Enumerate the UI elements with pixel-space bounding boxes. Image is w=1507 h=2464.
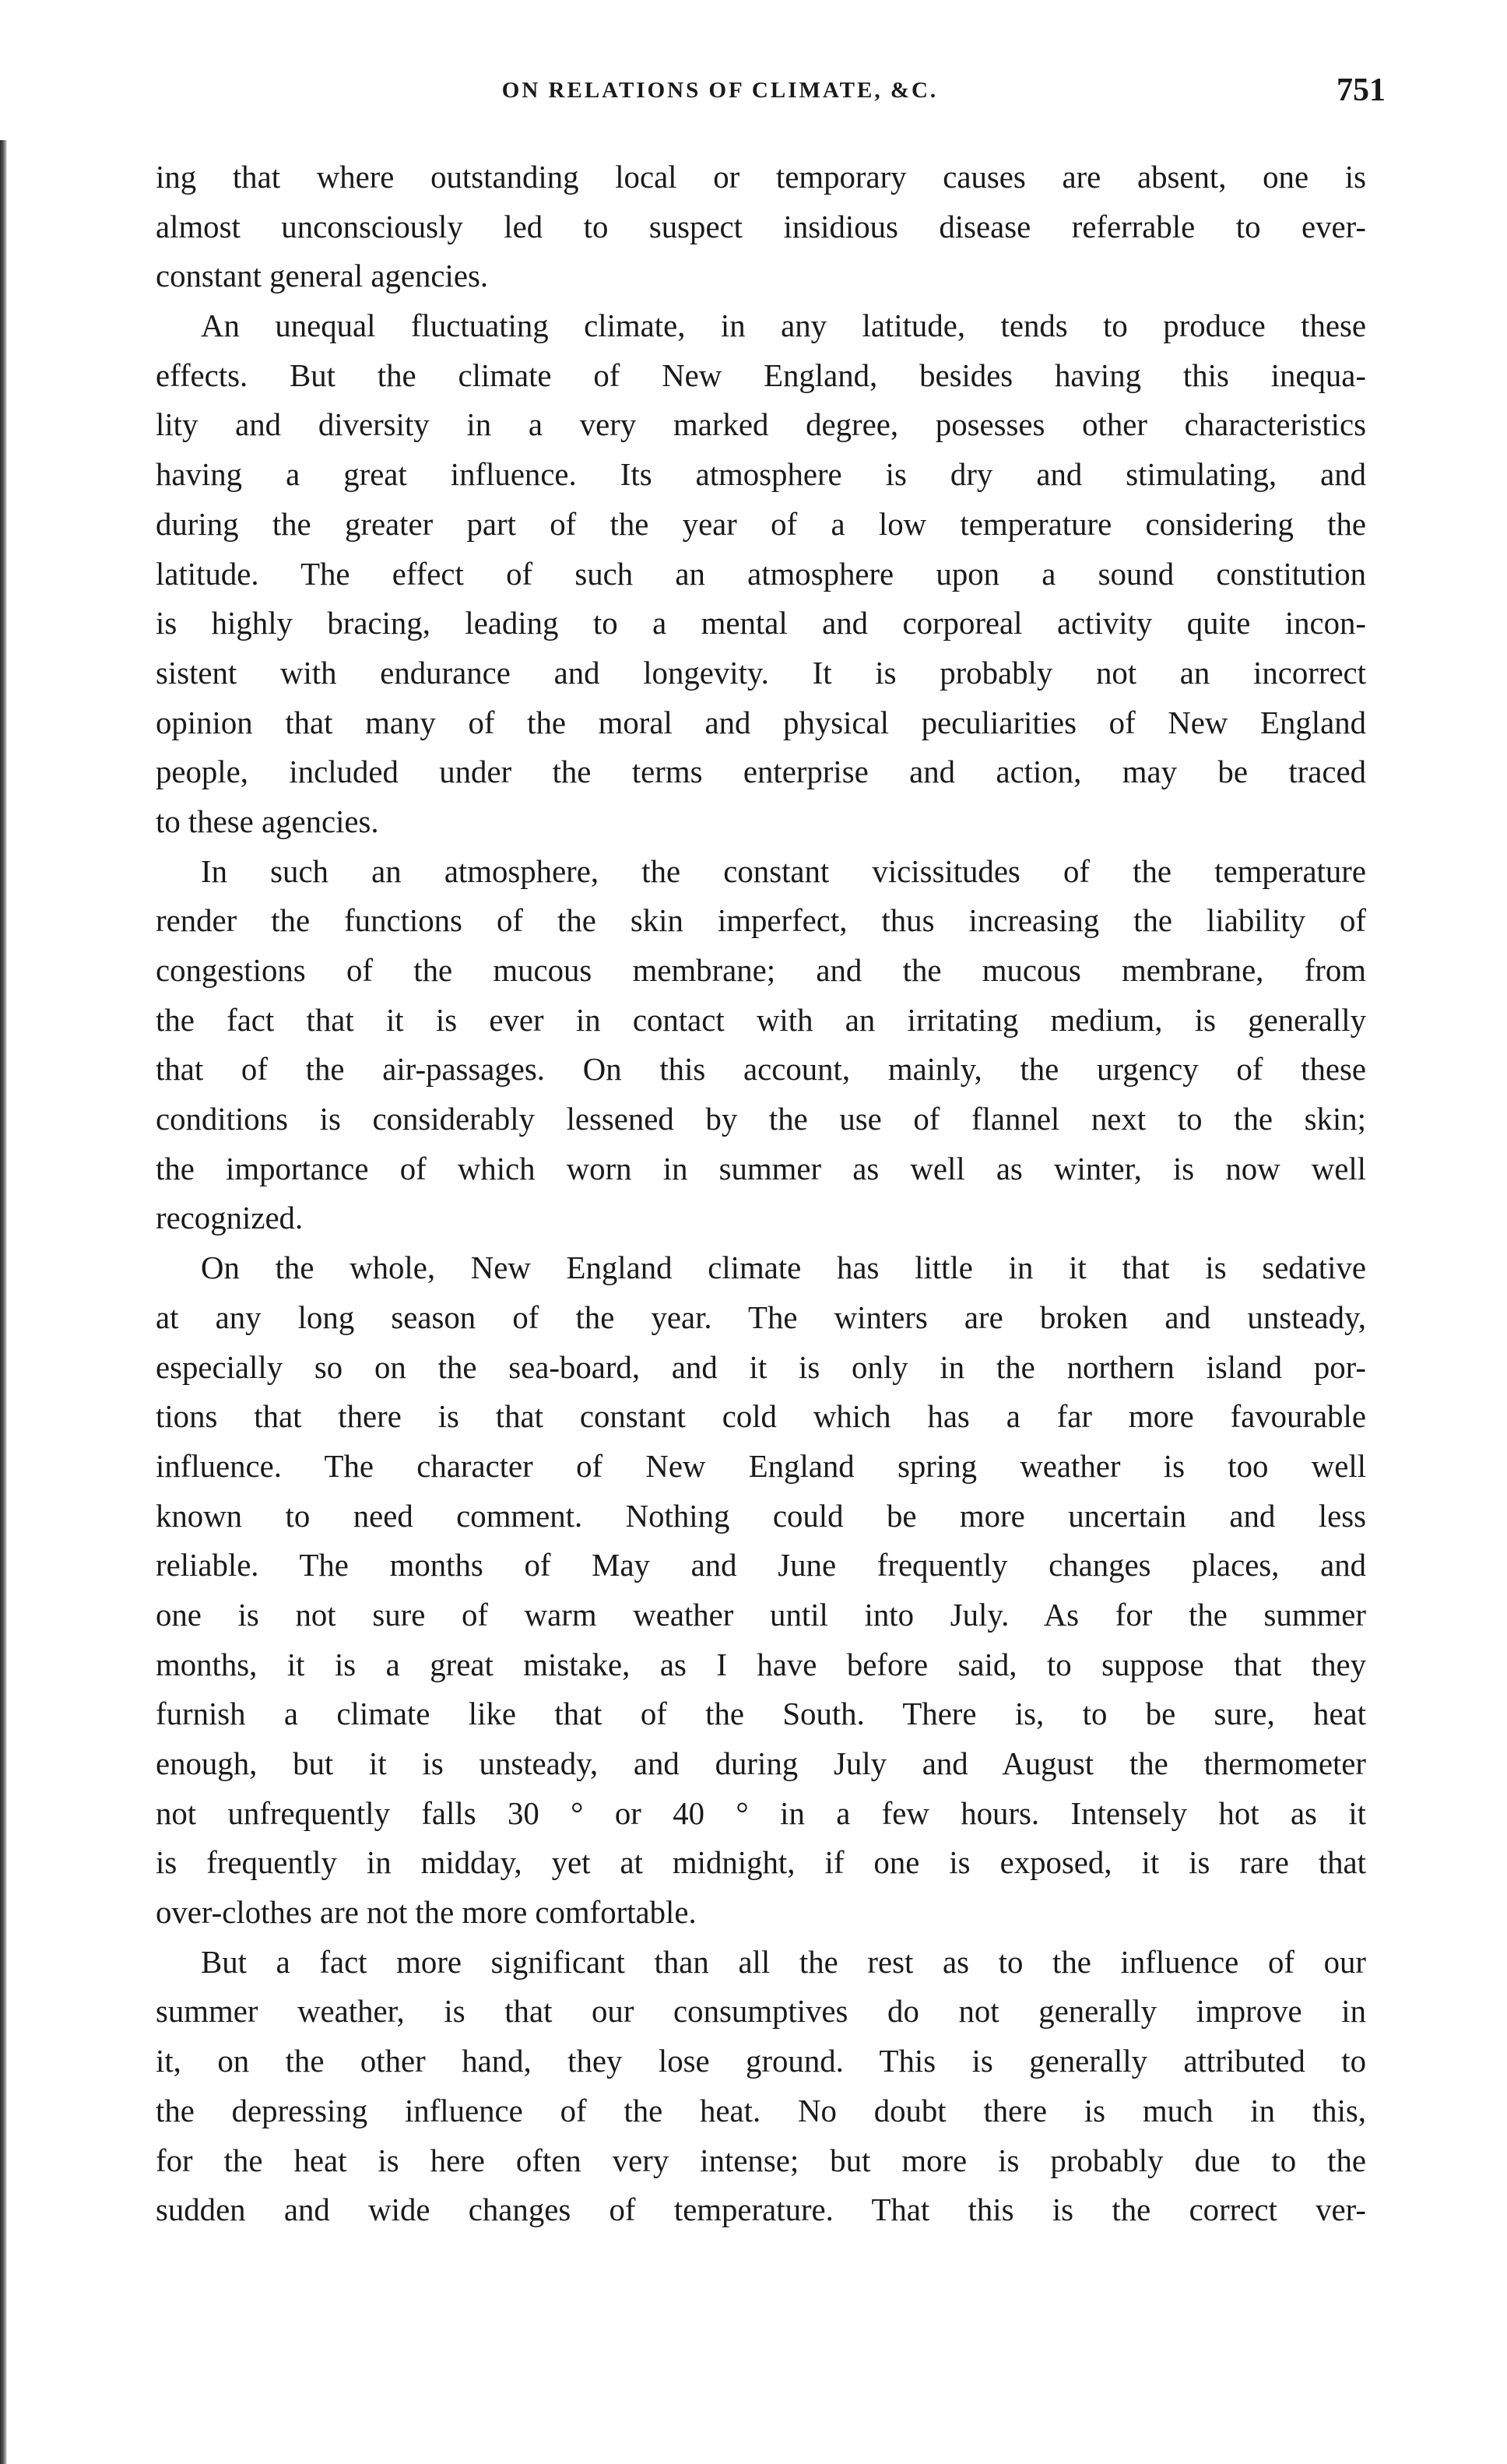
text-line: months, it is a great mistake, as I have before said, to suppose that they [156, 1647, 1366, 1682]
text-line: at any long season of the year. The winters are broken and unsteady, [156, 1299, 1366, 1335]
text-line: during the greater part of the year of a low temperature considering the [156, 506, 1366, 542]
text-line: ing that where outstanding local or temporary causes are absent, one is [156, 160, 1366, 195]
text-line: conditions is considerably lessened by the use of flannel next to the skin; [156, 1102, 1366, 1137]
text-line: opinion that many of the moral and physical peculiarities of New England [156, 705, 1366, 740]
text-line: On the whole, New England climate has little in it that is sedative [201, 1250, 1366, 1286]
text-line: the depressing influence of the heat. No doubt there is much in this, [156, 2093, 1366, 2128]
text-line: not unfrequently falls 30 ° or 40 ° in a few hours. Intensely hot as it [156, 1795, 1366, 1831]
body-text [156, 153, 1366, 2235]
text-line: that of the air-passages. On this account, mainly, the urgency of these [156, 1052, 1366, 1088]
paragraph [156, 301, 1366, 847]
text-line: In such an atmosphere, the constant vicissitudes of the temperature [201, 853, 1366, 889]
text-line: especially so on the sea-board, and it is only in the northern island por- [156, 1349, 1366, 1385]
text-line: people, included under the terms enterprise and action, may be traced [156, 754, 1366, 790]
text-line: sudden and wide changes of temperature. That this is the correct ver- [156, 2192, 1366, 2228]
text-line: the importance of which worn in summer as well as winter, is now well [156, 1151, 1366, 1186]
text-line: having a great influence. Its atmosphere is dry and stimulating, and [156, 457, 1366, 493]
text-line: is frequently in midday, yet at midnight, if one is exposed, it is rare that [156, 1845, 1366, 1881]
text-line: render the functions of the skin imperfect, thus increasing the liability of [156, 903, 1366, 939]
text-line: sistent with endurance and longevity. It is probably not an incorrect [156, 655, 1366, 691]
text-line: one is not sure of warm weather until into July. As for the summer [156, 1597, 1366, 1633]
text-line: latitude. The effect of such an atmosphere upon a sound constitution [156, 556, 1366, 592]
text-line: congestions of the mucous membrane; and the mucous membrane, from [156, 953, 1366, 988]
text-line: summer weather, is that our consumptives do not generally improve in [156, 1994, 1366, 2030]
paragraph [156, 153, 1366, 301]
text-line: almost unconsciously led to suspect insidious disease referrable to ever- [156, 209, 1366, 244]
text-line: But a fact more significant than all the rest as to the influence of our [201, 1944, 1366, 1980]
text-line: the fact that it is ever in contact with an irritating medium, is generally [156, 1002, 1366, 1038]
text-line: tions that there is that constant cold which has a far more favourable [156, 1399, 1366, 1435]
text-line: is highly bracing, leading to a mental and corporeal activity quite incon- [156, 606, 1366, 641]
page-binding-edge [0, 140, 7, 2464]
paragraph [156, 1243, 1366, 1938]
text-line: for the heat is here often very intense; but more is probably due to the [156, 2142, 1366, 2178]
running-header [156, 72, 1386, 118]
text-line: known to need comment. Nothing could be more uncertain and less [156, 1498, 1366, 1534]
text-line: over-clothes are not the more comfortable. [156, 1895, 697, 1931]
text-line: it, on the other hand, they lose ground. This is generally attributed to [156, 2044, 1366, 2079]
page-number: 751 [1337, 72, 1386, 108]
text-line: enough, but it is unsteady, and during July and August the thermometer [156, 1746, 1366, 1781]
text-line: reliable. The months of May and June frequently changes places, and [156, 1548, 1366, 1583]
text-line: influence. The character of New England spring weather is too well [156, 1448, 1366, 1484]
text-line: An unequal fluctuating climate, in any latitude, tends to produce these [201, 308, 1366, 344]
text-line: constant general agencies. [156, 258, 489, 294]
text-line: to these agencies. [156, 803, 379, 839]
running-title: ON RELATIONS OF CLIMATE, &C. [501, 78, 939, 103]
text-line: lity and diversity in a very marked degree, posesses other characteristics [156, 407, 1366, 443]
paragraph [156, 1938, 1366, 2235]
paragraph [156, 847, 1366, 1244]
text-line: effects. But the climate of New England, besides having this inequa- [156, 357, 1366, 393]
text-line: furnish a climate like that of the South. There is, to be sure, heat [156, 1696, 1366, 1732]
text-line: recognized. [156, 1200, 304, 1236]
